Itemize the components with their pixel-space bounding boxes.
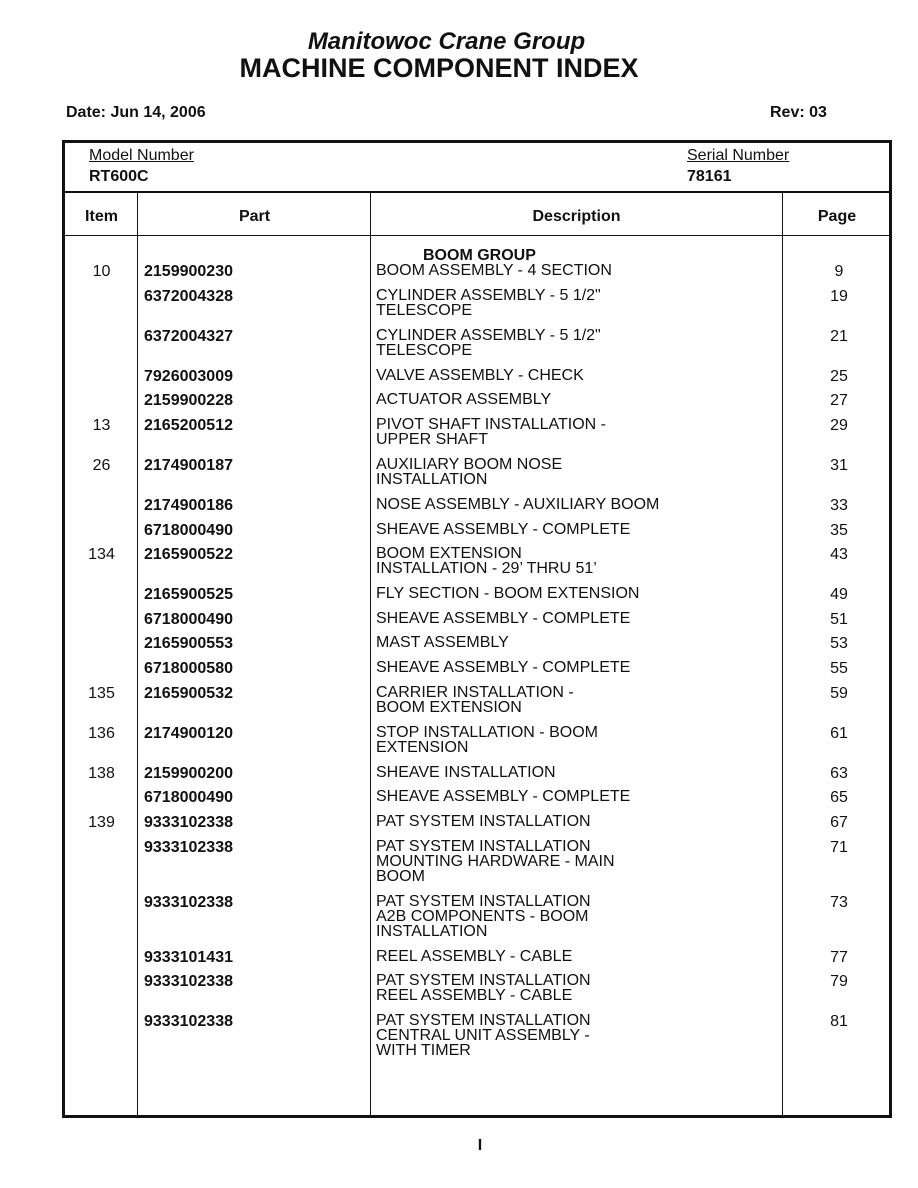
page-cell: 31 [830,457,848,474]
description-cell: SHEAVE ASSEMBLY - COMPLETE [376,521,631,538]
company-name: Manitowoc Crane Group [307,28,586,55]
item-cell: 13 [92,417,111,434]
part-number-cell: 6718000580 [144,660,233,677]
description-cell: PAT SYSTEM INSTALLATION [376,813,591,830]
page-cell: 25 [830,368,848,385]
page-cell: 73 [830,894,848,911]
model-number-value: RT600C [89,168,149,185]
item-cell: 135 [88,685,115,702]
part-number-cell: 9333102338 [144,1013,233,1030]
description-cell: MAST ASSEMBLY [376,634,509,651]
description-cell: BOOM ASSEMBLY - 4 SECTION [376,262,612,279]
column-divider-part [370,192,371,1115]
part-number-cell: 2174900186 [144,497,233,514]
description-cell: ACTUATOR ASSEMBLY [376,391,552,408]
description-cell: SHEAVE INSTALLATION [376,764,556,781]
document-title: MACHINE COMPONENT INDEX [239,53,639,83]
column-divider-description [782,192,783,1115]
item-cell: 136 [88,725,115,742]
part-number-cell: 6718000490 [144,522,233,539]
part-number-cell: 2174900120 [144,725,233,742]
part-number-cell: 6372004327 [144,328,233,345]
page-cell: 65 [830,789,848,806]
description-cell: NOSE ASSEMBLY - AUXILIARY BOOM [376,496,660,513]
part-number-cell: 2165200512 [144,417,233,434]
part-number-cell: 2165900532 [144,685,233,702]
item-cell: 26 [92,457,111,474]
page-cell: 61 [830,725,848,742]
part-number-cell: 9333101431 [144,949,233,966]
page-cell: 35 [830,522,848,539]
description-cell: SHEAVE ASSEMBLY - COMPLETE [376,610,631,627]
description-cell: FLY SECTION - BOOM EXTENSION [376,585,640,602]
page-cell: 71 [830,839,848,856]
description-cell: CYLINDER ASSEMBLY - 5 1/2" TELESCOPE [376,327,601,359]
description-cell: PAT SYSTEM INSTALLATION A2B COMPONENTS - BOOM INSTALLATION [376,893,591,940]
page-number: I [477,1137,483,1154]
page-cell: 33 [830,497,848,514]
component-index-table [62,140,892,1118]
part-number-cell: 6718000490 [144,611,233,628]
model-number-label: Model Number [89,147,194,164]
description-cell: SHEAVE ASSEMBLY - COMPLETE [376,788,631,805]
group-heading: BOOM GROUP [423,247,536,264]
page-cell: 77 [830,949,848,966]
part-number-cell: 6372004328 [144,288,233,305]
description-cell: STOP INSTALLATION - BOOM EXTENSION [376,724,598,756]
page-cell: 81 [830,1013,848,1030]
description-cell: BOOM EXTENSION INSTALLATION - 29’ THRU 51’ [376,545,597,577]
part-number-cell: 2165900525 [144,586,233,603]
item-cell: 139 [88,814,115,831]
serial-number-label: Serial Number [687,147,790,164]
description-cell: CYLINDER ASSEMBLY - 5 1/2" TELESCOPE [376,287,601,319]
header-divider [65,191,889,193]
part-number-cell: 9333102338 [144,839,233,856]
description-cell: REEL ASSEMBLY - CABLE [376,948,573,965]
document-revision: Rev: 03 [770,104,827,121]
item-cell: 10 [92,263,111,280]
column-header-divider [65,235,889,236]
part-number-cell: 2174900187 [144,457,233,474]
column-header-part: Part [238,208,271,225]
item-cell: 138 [88,765,115,782]
serial-number-value: 78161 [687,168,732,185]
page-cell: 43 [830,546,848,563]
part-number-cell: 2165900522 [144,546,233,563]
column-divider-item [137,192,138,1115]
page-cell: 59 [830,685,848,702]
page-cell: 21 [830,328,848,345]
page-cell: 19 [830,288,848,305]
part-number-cell: 9333102338 [144,814,233,831]
page-cell: 63 [830,765,848,782]
part-number-cell: 7926003009 [144,368,233,385]
column-header-description: Description [532,208,621,225]
item-cell: 134 [88,546,115,563]
description-cell: PAT SYSTEM INSTALLATION CENTRAL UNIT ASSEMBLY - WITH TIMER [376,1012,591,1059]
description-cell: PIVOT SHAFT INSTALLATION - UPPER SHAFT [376,416,606,448]
page-cell: 51 [830,611,848,628]
page-cell: 29 [830,417,848,434]
page-cell: 53 [830,635,848,652]
part-number-cell: 2159900228 [144,392,233,409]
page-cell: 79 [830,973,848,990]
part-number-cell: 9333102338 [144,973,233,990]
part-number-cell: 2159900200 [144,765,233,782]
description-cell: PAT SYSTEM INSTALLATION REEL ASSEMBLY - CABLE [376,972,591,1004]
part-number-cell: 2159900230 [144,263,233,280]
page-cell: 27 [830,392,848,409]
description-cell: CARRIER INSTALLATION - BOOM EXTENSION [376,684,574,716]
description-cell: AUXILIARY BOOM NOSE INSTALLATION [376,456,563,488]
page-cell: 49 [830,586,848,603]
part-number-cell: 9333102338 [144,894,233,911]
description-cell: PAT SYSTEM INSTALLATION MOUNTING HARDWARE - MAIN BOOM [376,838,615,885]
page-cell: 55 [830,660,848,677]
page-cell: 9 [834,263,844,280]
description-cell: SHEAVE ASSEMBLY - COMPLETE [376,659,631,676]
part-number-cell: 2165900553 [144,635,233,652]
document-date: Date: Jun 14, 2006 [66,104,206,121]
page-cell: 67 [830,814,848,831]
column-header-item: Item [85,208,118,225]
part-number-cell: 6718000490 [144,789,233,806]
column-header-page: Page [817,208,857,225]
description-cell: VALVE ASSEMBLY - CHECK [376,367,584,384]
